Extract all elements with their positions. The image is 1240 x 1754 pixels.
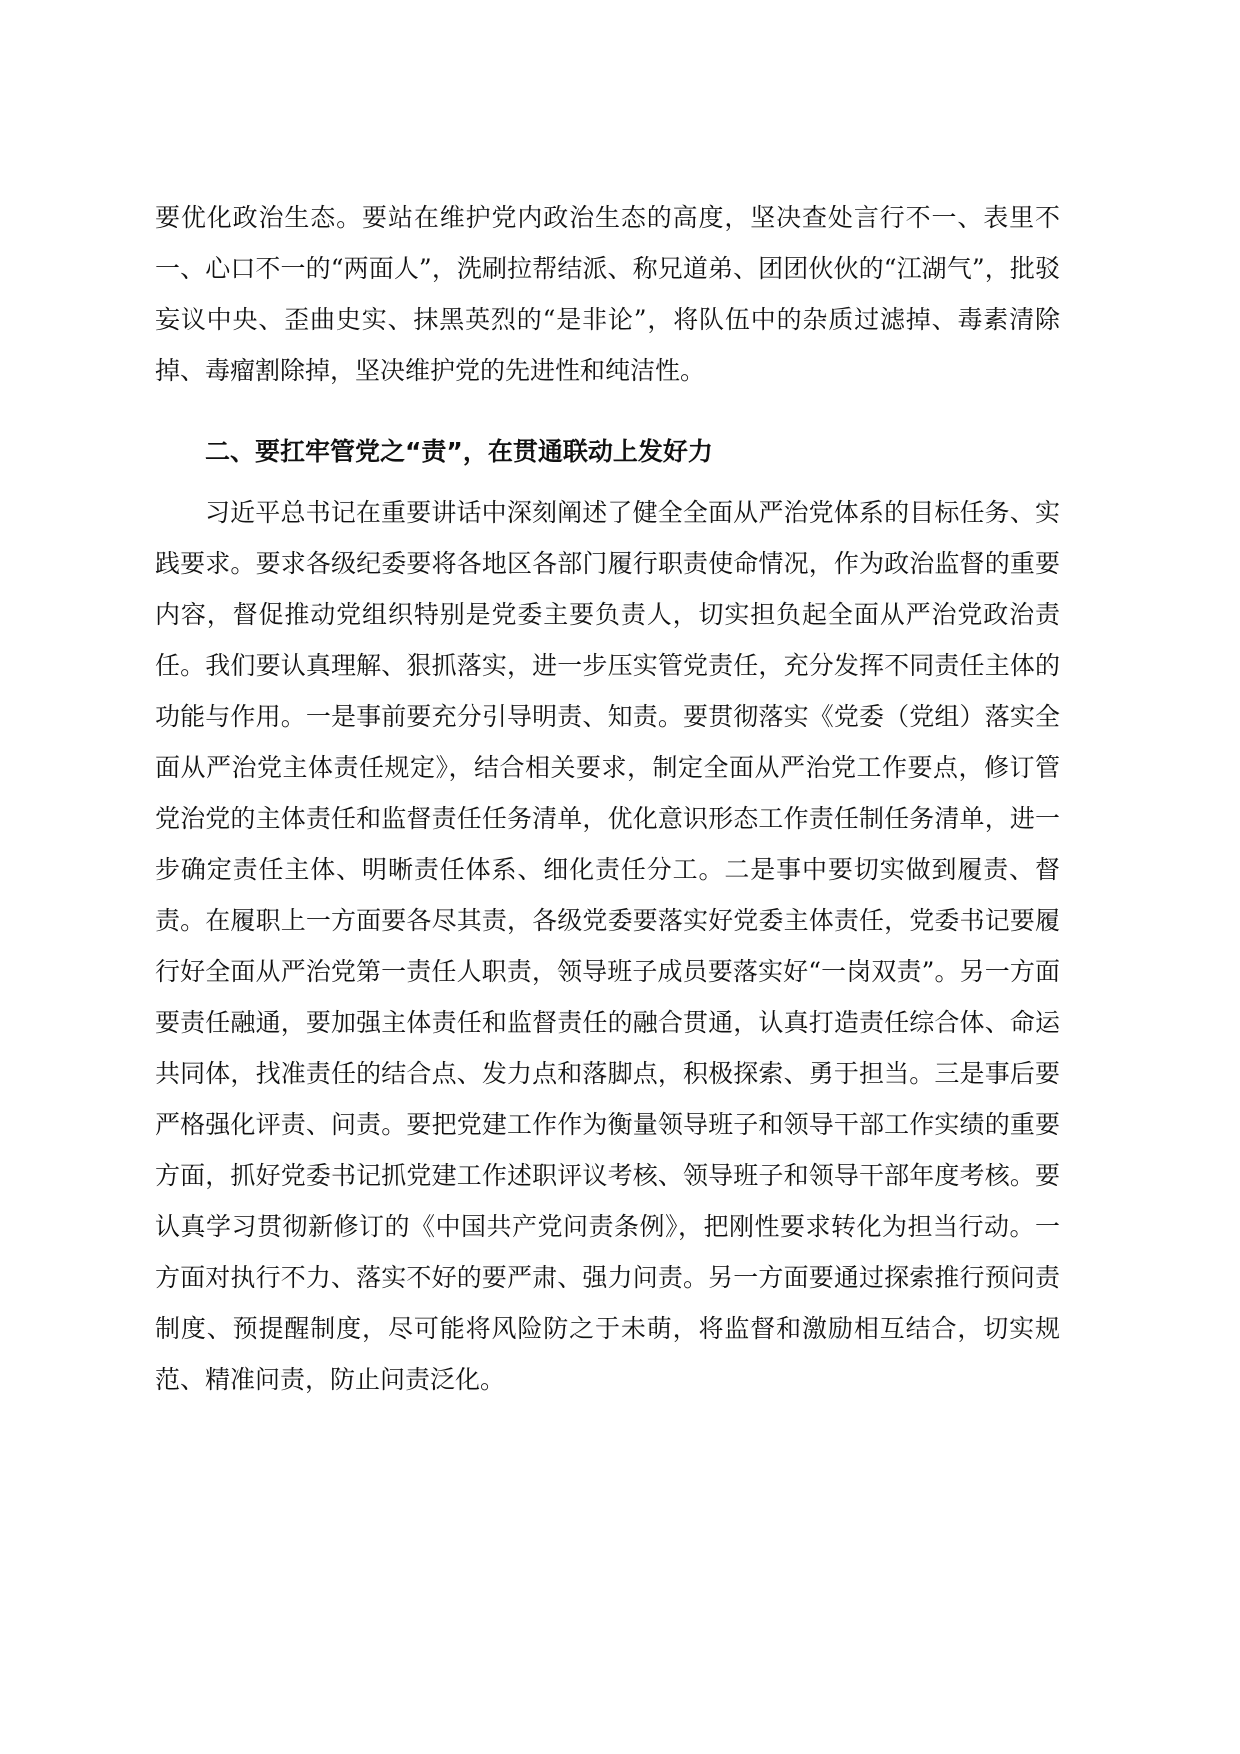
document-body [155, 192, 1060, 1405]
paragraph-body: 习近平总书记在重要讲话中深刻阐述了健全全面从严治党体系的目标任务、实践要求。要求各级纪委要将各地区各部门履行职责使命情况，作为政治监督的重要内容，督促推动党组织特别是党委主要负责人，切实担负起全面从严治党政治责任。我们要认真理解、狠抓落实，进一步压实管党责任，充分发挥不同责任主体的功能与作用。一是事前要充分引导明责、知责。要贯彻落实《党委（党组）落实全面从严治党主体责任规定》，结合相关要求，制定全面从严治党工作要点，修订管党治党的主体责任和监督责任任务清单，优化意识形态工作责任制任务清单，进一步确定责任主体、明晰责任体系、细化责任分工。二是事中要切实做到履责、督责。在履职上一方面要各尽其责，各级党委要落实好党委主体责任，党委书记要履行好全面从严治党第一责任人职责，领导班子成员要落实好“一岗双责”。另一方面要责任融通，要加强主体责任和监督责任的融合贯通，认真打造责任综合体、命运共同体，找准责任的结合点、发力点和落脚点，积极探索、勇于担当。三是事后要严格强化评责、问责。要把党建工作作为衡量领导班子和领导干部工作实绩的重要方面，抓好党委书记抓党建工作述职评议考核、领导班子和领导干部年度考核。要认真学习贯彻新修订的《中国共产党问责条例》，把刚性要求转化为担当行动。一方面对执行不力、落实不好的要严肃、强力问责。另一方面要通过探索推行预问责制度、预提醒制度，尽可能将风险防之于未萌，将监督和激励相互结合，切实规范、精准问责，防止问责泛化。 [155, 498, 1060, 1394]
paragraph-continuation: 要优化政治生态。要站在维护党内政治生态的高度，坚决查处言行不一、表里不一、心口不一的“两面人”，洗刷拉帮结派、称兄道弟、团团伙伙的“江湖气”，批驳妄议中央、歪曲史实、抹黑英烈的“是非论”，将队伍中的杂质过滤掉、毒素清除掉、毒瘤割除掉，坚决维护党的先进性和纯洁性。 [155, 203, 1060, 385]
section-heading: 二、要扛牢管党之“责”，在贯通联动上发好力 [205, 437, 713, 466]
